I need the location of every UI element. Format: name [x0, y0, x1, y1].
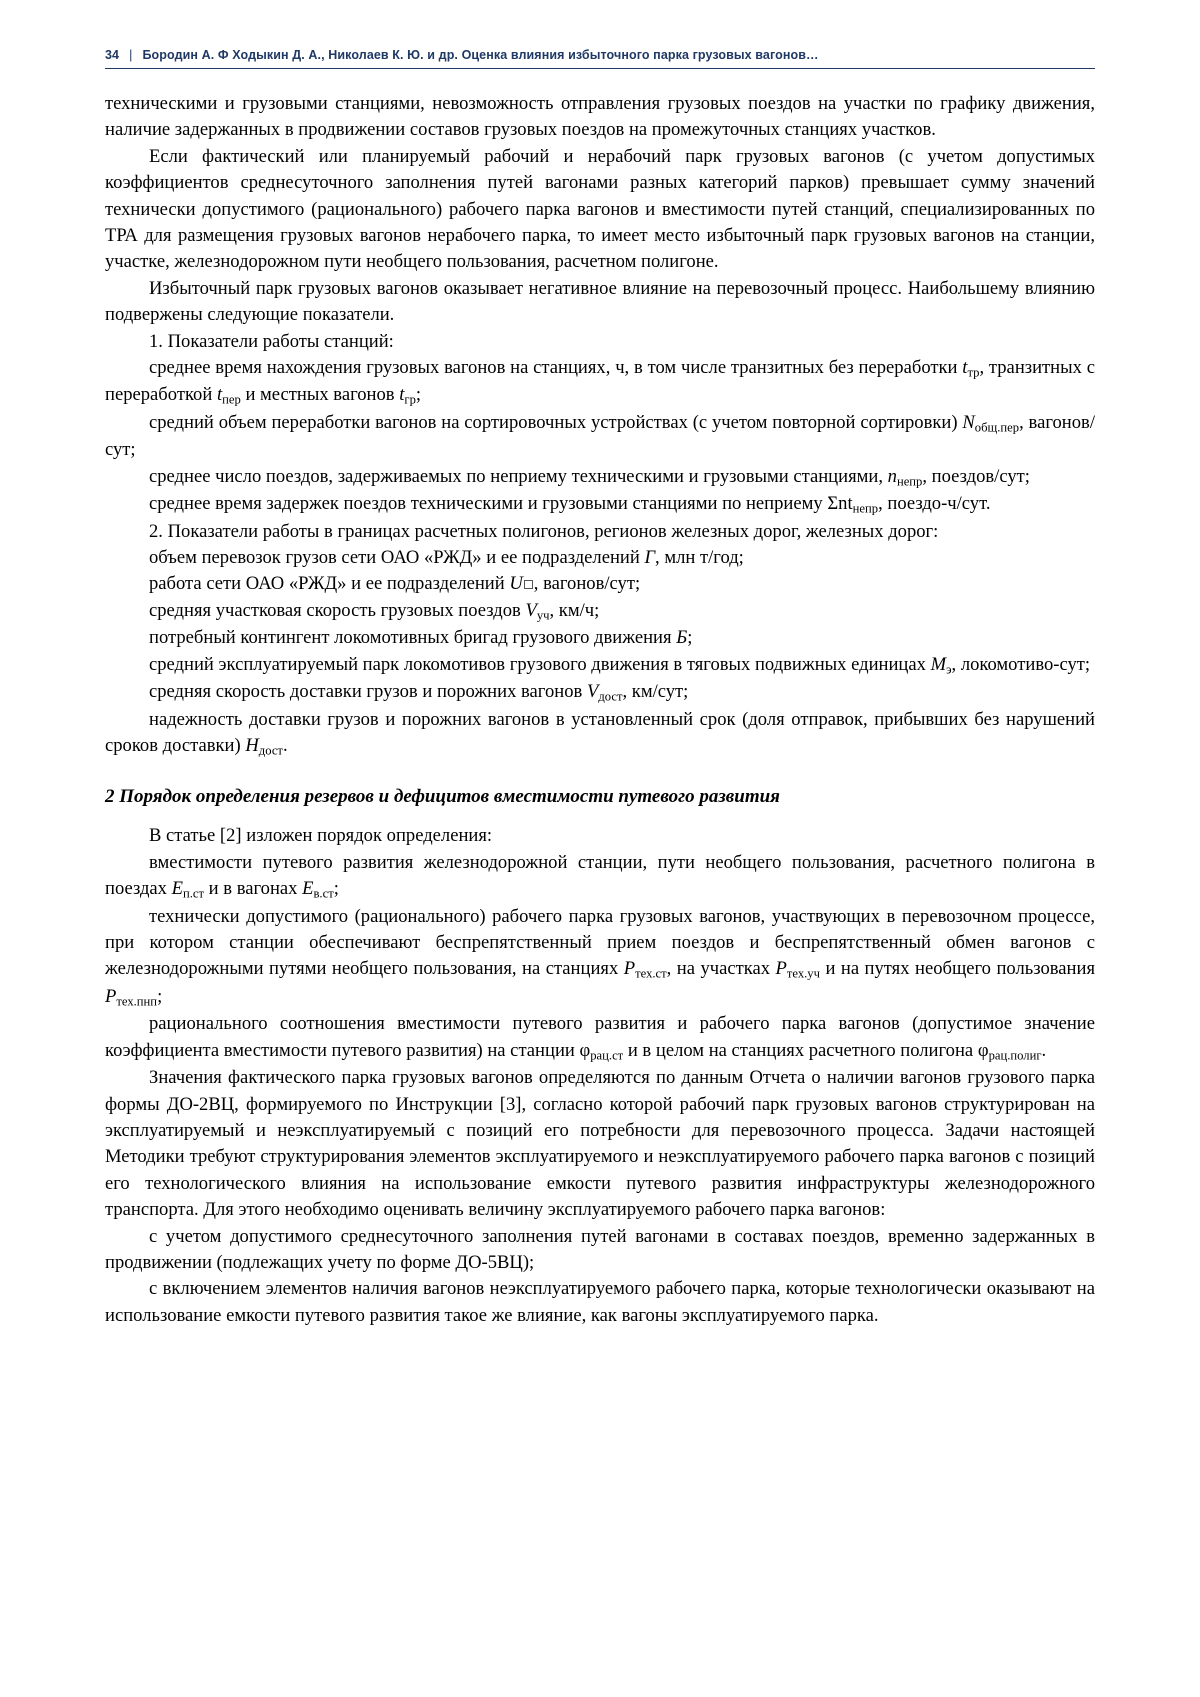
- subscript-p-st: п.ст: [182, 886, 205, 901]
- indicator-section-speed: средняя участковая скорость грузовых поездов $V_{уч}$, км/ч;: [149, 599, 600, 623]
- indicator-dwell-time: среднее время нахождения грузовых вагонов на станциях, ч, в том числе транзитных без переработки $t_{тр}$, транзитных с переработкой $t_{пер}$ и местных вагонов $t_{гр}$;: [105, 356, 1095, 407]
- article-body: [105, 91, 1095, 1329]
- symbol-t-tr: t: [962, 356, 968, 378]
- symbol-b: Б: [676, 627, 688, 649]
- paragraph-excess-fleet-definition: Если фактический или планируемый рабочий и нерабочий парк грузовых вагонов (с учетом допустимых коэффициентов среднесуточного заполнения путей вагонами разных категорий парков) превышает сумму значений технически допустимого (рационального) рабочего парка вагонов и вместимости путей станций, специализированных по ТРА для размещения грузовых вагонов нерабочего парка, то имеет место избыточный парк грузовых вагонов на станции, участке, железнодорожном пути необщего пользования, расчетном полигоне.: [105, 145, 1095, 273]
- indicator-locomotive-fleet: средний эксплуатируемый парк локомотивов грузового движения в тяговых подвижных единицах $М_э$, локомотиво-сут;: [149, 653, 1091, 677]
- symbol-p-teh-pnp: P: [105, 985, 117, 1007]
- subscript-tr: тр: [967, 365, 980, 380]
- indicator-delay-time: среднее время задержек поездов техническими и грузовыми станциями по неприему Σnt$_{непр}$, поездо-ч/сут.: [149, 493, 991, 516]
- subscript-v-st: в.ст: [313, 886, 334, 901]
- running-header: [105, 48, 1095, 68]
- placeholder-box-icon: [524, 580, 533, 589]
- header-divider: [105, 68, 1095, 69]
- symbol-e-v-st: E: [302, 878, 314, 900]
- item-daily-fill-accounting: с учетом допустимого среднесуточного заполнения путей вагонами в составах поездов, временно задержанных в продвижении (подлежащих учету по форме ДО-5ВЦ);: [105, 1225, 1095, 1273]
- subscript-e: э: [946, 662, 952, 677]
- symbol-v-dost: V: [586, 681, 599, 703]
- symbol-u: U: [509, 573, 523, 595]
- subscript-nepr-2: непр: [852, 501, 879, 516]
- symbol-e-p-st: E: [171, 878, 183, 900]
- subscript-obshch-per: общ.пер: [974, 420, 1020, 435]
- list-heading-station-indicators: 1. Показатели работы станций:: [149, 330, 394, 352]
- subscript-teh-uch: тех.уч: [786, 967, 820, 981]
- indicator-freight-volume: объем перевозок грузов сети ОАО «РЖД» и ее подразделений Г, млн т/год;: [149, 547, 744, 569]
- symbol-t-gr: t: [399, 384, 405, 406]
- subscript-rac-st: рац.ст: [590, 1048, 624, 1063]
- indicator-delivery-reliability: надежность доставки грузов и порожних вагонов в установленный срок (доля отправок, прибывших без нарушений сроков доставки) $Н_{дост}$.: [105, 708, 1095, 758]
- symbol-n-total: N: [962, 411, 975, 433]
- subscript-per: пер: [222, 392, 241, 407]
- paragraph-continuation: техническими и грузовыми станциями, невозможность отправления грузовых поездов на участки по графику движения, наличие задержанных в продвижении составов грузовых поездов на промежуточных станциях участков.: [105, 93, 1095, 141]
- subscript-rac-polig: рац.полиг: [988, 1048, 1042, 1063]
- page-number: 34: [105, 48, 120, 62]
- indicator-crew-contingent: потребный контингент локомотивных бригад грузового движения Б;: [149, 627, 693, 649]
- indicator-delivery-speed: средняя скорость доставки грузов и порожних вагонов $V_{дост}$, км/сут;: [149, 681, 689, 704]
- header-separator: |: [129, 48, 133, 62]
- indicator-delayed-trains: среднее число поездов, задерживаемых по неприему техническими и грузовыми станциями, $n_{непр}$, поездов/сут;: [149, 465, 1030, 489]
- symbol-g: Г: [644, 547, 656, 569]
- paragraph-article-reference: В статье [2] изложен порядок определения:: [149, 825, 493, 847]
- subscript-teh-st: тех.ст: [635, 967, 667, 981]
- item-technically-allowed-fleet: технически допустимого (рационального) рабочего парка грузовых вагонов, участвующих в перевозочном процессе, при котором станции обеспечивают беспрепятственный прием поездов и беспрепятственный обмен вагонов с железнодорожными путями необщего пользования, на станциях $P_{тех.ст}$, на участках $P_{тех.уч}$ и на путях необщего пользования $P_{тех.пнп}$;: [105, 905, 1095, 1009]
- symbol-h-dost: Н: [245, 735, 259, 756]
- indicator-network-work: работа сети ОАО «РЖД» и ее подразделений U , вагонов/сут;: [149, 573, 641, 595]
- header-authors-title: Бородин А. Ф Ходыкин Д. А., Николаев К. Ю. и др. Оценка влияния избыточного парка грузовых вагонов…: [142, 48, 819, 62]
- indicator-sorting-volume: средний объем переработки вагонов на сортировочных устройствах (с учетом повторной сортировки) $N_{общ.пер}$, вагонов/сут;: [105, 411, 1095, 461]
- symbol-n-nepr: n: [887, 465, 897, 487]
- item-track-capacity: вместимости путевого развития железнодорожной станции, пути необщего пользования, расчетного полигона в поездах $E_{п.ст}$ и в вагонах $E_{в.ст}$;: [105, 851, 1095, 901]
- list-heading-polygon-indicators: 2. Показатели работы в границах расчетных полигонов, регионов железных дорог, железных дорог:: [149, 520, 939, 542]
- symbol-t-per: t: [216, 384, 223, 406]
- section-heading-2: 2 Порядок определения резервов и дефицитов вместимости путевого развития: [105, 786, 780, 808]
- subscript-gr: гр: [404, 392, 416, 407]
- symbol-p-teh-uch: P: [775, 958, 787, 980]
- subscript-uch: уч: [536, 608, 550, 623]
- subscript-dost-2: дост: [258, 743, 283, 758]
- item-rational-ratio: рационального соотношения вместимости путевого развития и рабочего парка вагонов (допустимое значение коэффициента вместимости путевого развития) на станции $\varphi_{рац.ст}$ и в целом на станциях расчетного полигона $\varphi_{рац.полиг}$.: [105, 1013, 1095, 1063]
- symbol-p-teh-st: P: [623, 958, 636, 980]
- paragraph-actual-fleet-values: Значения фактического парка грузовых вагонов определяются по данным Отчета о наличии вагонов грузового парка формы ДО-2ВЦ, формируемого по Инструкции [3], согласно которой рабочий парк грузовых вагонов структурирован на эксплуатируемый и неэксплуатируемый с позиций его потребности для перевозочного процесса. Задачи настоящей Методики требуют структурирования элементов эксплуатируемого и неэксплуатируемого рабочего парка вагонов с позиций его технологического влияния на использование емкости путевого развития инфраструктуры железнодорожного транспорта. Для этого необходимо оценивать величину эксплуатируемого рабочего парка вагонов:: [105, 1067, 1095, 1221]
- symbol-v-uch: V: [525, 599, 537, 621]
- subscript-teh-pnp: тех.пнп: [116, 994, 158, 1009]
- subscript-dost: дост: [598, 689, 623, 704]
- subscript-nepr: непр: [896, 474, 923, 489]
- paragraph-negative-impact: Избыточный парк грузовых вагонов оказывает негативное влияние на перевозочный процесс. Наибольшему влиянию подвержены следующие показатели.: [105, 277, 1095, 326]
- item-non-operated-inclusion: с включением элементов наличия вагонов неэксплуатируемого рабочего парка, которые технологически оказывают на использование емкости путевого развития такое же влияние, как вагоны эксплуатируемого парка.: [105, 1278, 1095, 1326]
- symbol-m-e: М: [930, 653, 947, 675]
